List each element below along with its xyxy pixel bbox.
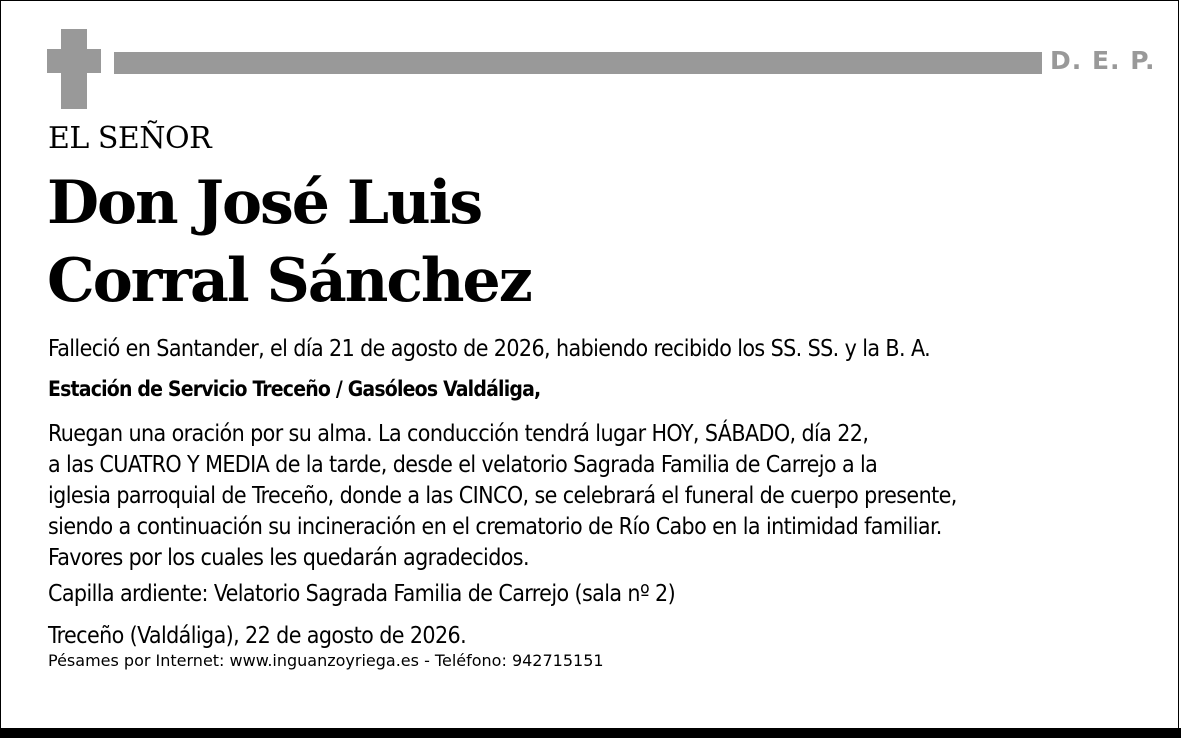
dep-label: D. E. P.: [1050, 46, 1156, 75]
paragraph-line: a las CUATRO Y MEDIA de la tarde, desde el velatorio Sagrada Familia de Carrejo a la: [48, 452, 878, 478]
deceased-name-line-1: Don José Luis: [47, 168, 482, 238]
funeral-paragraph: [48, 419, 957, 574]
deceased-name-line-2: Corral Sánchez: [47, 246, 531, 316]
paragraph-line: siendo a continuación su incineración en el crematorio de Río Cabo en la intimidad familiar.: [48, 514, 942, 540]
condolences-footer: Pésames por Internet: www.inguanzoyriega.es - Teléfono: 942715151: [48, 651, 604, 670]
paragraph-line: iglesia parroquial de Treceño, donde a las CINCO, se celebrará el funeral de cuerpo presente,: [48, 483, 957, 509]
paragraph-line: Ruegan una oración por su alma. La conducción tendrá lugar HOY, SÁBADO, día 22,: [48, 421, 869, 447]
bottom-border: [0, 728, 1181, 738]
death-notice: Falleció en Santander, el día 21 de agosto de 2026, habiendo recibido los SS. SS. y la B. A.: [48, 336, 931, 362]
header-rule: [114, 52, 1042, 74]
title-prefix: EL SEÑOR: [48, 121, 212, 156]
cross-icon-bar: [47, 49, 101, 73]
place-date: Treceño (Valdáliga), 22 de agosto de 2026.: [48, 623, 467, 649]
paragraph-line: Favores por los cuales les quedarán agradecidos.: [48, 545, 529, 571]
company-name: Estación de Servicio Treceño / Gasóleos Valdáliga,: [48, 377, 541, 401]
chapel-info: Capilla ardiente: Velatorio Sagrada Familia de Carrejo (sala nº 2): [48, 581, 676, 607]
